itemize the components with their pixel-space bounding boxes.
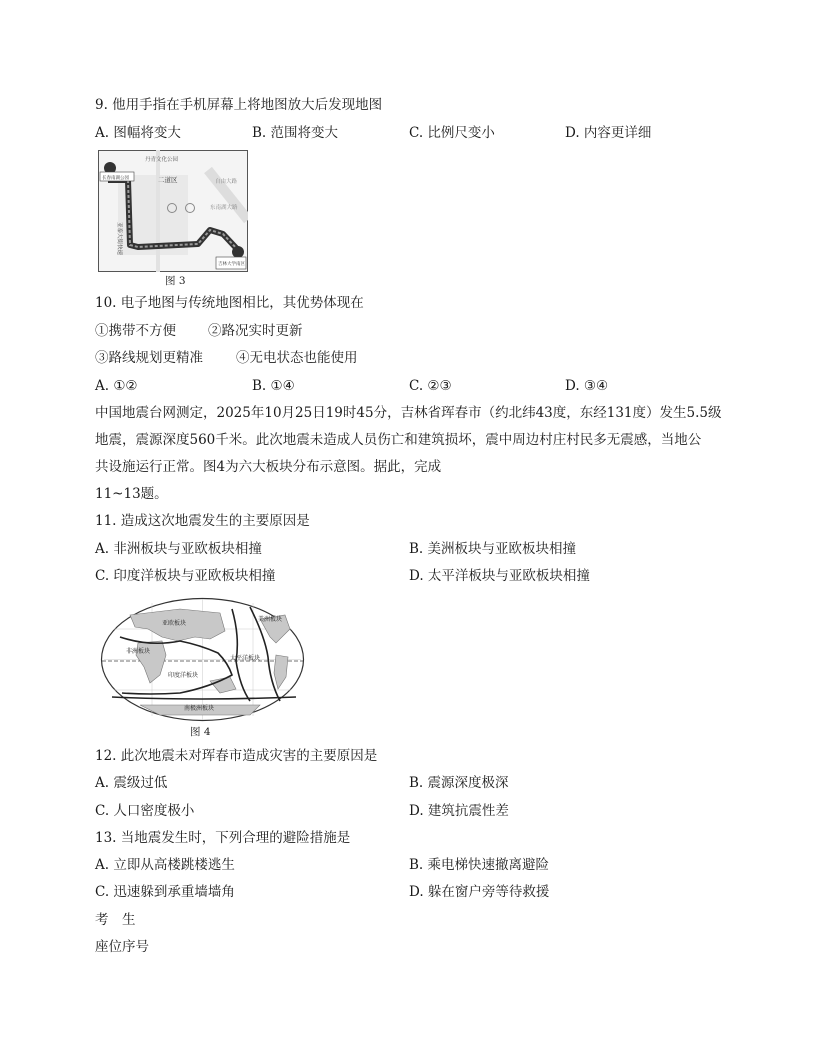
- figure-3-caption: 图 3: [165, 275, 186, 287]
- q9-stem: 9. 他用手指在手机屏幕上将地图放大后发现地图: [95, 97, 383, 113]
- q10-option-a: A. ①②: [95, 378, 138, 394]
- footer-examinee-label: 考 生: [95, 912, 136, 928]
- map-street-label: 东南湖大路: [210, 205, 238, 211]
- q10-item-4: ④无电状态也能使用: [236, 350, 358, 366]
- map-street-label: 自由大路: [215, 179, 238, 185]
- q12-option-c: C. 人口密度极小: [95, 803, 195, 819]
- q12-option-d: D. 建筑抗震性差: [409, 803, 509, 819]
- q11-option-d: D. 太平洋板块与亚欧板块相撞: [409, 568, 590, 584]
- map-top-label: 丹青文化公园: [145, 157, 179, 163]
- q10-stem: 10. 电子地图与传统地图相比，其优势体现在: [95, 295, 364, 311]
- plates-map-graphic: [100, 597, 305, 722]
- q11-option-a: A. 非洲板块与亚欧板块相撞: [95, 541, 262, 557]
- figure-4-caption: 图 4: [190, 726, 211, 738]
- q9-option-b: B. 范围将变大: [252, 125, 339, 141]
- q9-option-c: C. 比例尺变小: [409, 125, 495, 141]
- end-marker: [232, 246, 244, 258]
- passage-line-3: 共设施运行正常。图4为六大板块分布示意图。据此，完成: [95, 459, 442, 475]
- plate-label-antarctic: 南极洲板块: [184, 705, 215, 712]
- plate-label-african: 非洲板块: [126, 648, 151, 655]
- map-start-label: 长春南湖公园: [102, 176, 129, 181]
- q13-option-a: A. 立即从高楼跳楼逃生: [95, 857, 235, 873]
- q9-option-a: A. 图幅将变大: [95, 125, 181, 141]
- map-end-label: 吉林大学南区: [218, 262, 245, 267]
- plate-label-eurasian: 亚欧板块: [162, 620, 187, 627]
- q10-item-1: ①携带不方便: [95, 323, 176, 339]
- figure-3-route-map: [98, 150, 248, 272]
- q13-stem: 13. 当地震发生时，下列合理的避险措施是: [95, 830, 351, 846]
- q11-stem: 11. 造成这次地震发生的主要原因是: [95, 513, 310, 529]
- plate-label-pacific: 太平洋板块: [230, 655, 261, 662]
- q13-option-d: D. 躲在窗户旁等待救援: [409, 884, 550, 900]
- footer-seat-label: 座位序号: [95, 939, 149, 955]
- q11-option-c: C. 印度洋板块与亚欧板块相撞: [95, 568, 276, 584]
- map-district-label: 二道区: [158, 176, 178, 184]
- q10-option-c: C. ②③: [409, 378, 452, 394]
- route-map-graphic: [98, 150, 248, 272]
- q12-option-a: A. 震级过低: [95, 775, 168, 791]
- map-road-label: 亚泰大街快速: [116, 222, 122, 256]
- passage-line-2: 地震，震源深度560千米。此次地震未造成人员伤亡和建筑损坏，震中周边村庄村民多无震感，当地公: [95, 432, 702, 448]
- q9-option-d: D. 内容更详细: [565, 125, 652, 141]
- q10-option-b: B. ①④: [252, 378, 295, 394]
- passage-line-1: 中国地震台网测定，2025年10月25日19时45分，吉林省珲春市（约北纬43度，东经131度）发生5.5级: [95, 405, 722, 421]
- figure-4-plates-map: [100, 597, 305, 722]
- plate-label-indian: 印度洋板块: [168, 672, 199, 679]
- passage-line-4: 11~13题。: [95, 486, 168, 502]
- q13-option-b: B. 乘电梯快速撤离避险: [409, 857, 550, 873]
- q12-option-b: B. 震源深度极深: [409, 775, 509, 791]
- plate-label-american: 美洲板块: [258, 616, 283, 623]
- q12-stem: 12. 此次地震未对珲春市造成灾害的主要原因是: [95, 748, 378, 764]
- q10-option-d: D. ③④: [565, 378, 609, 394]
- q10-item-3: ③路线规划更精准: [95, 350, 203, 366]
- q11-option-b: B. 美洲板块与亚欧板块相撞: [409, 541, 577, 557]
- q13-option-c: C. 迅速躲到承重墙墙角: [95, 884, 235, 900]
- q10-item-2: ②路况实时更新: [208, 323, 303, 339]
